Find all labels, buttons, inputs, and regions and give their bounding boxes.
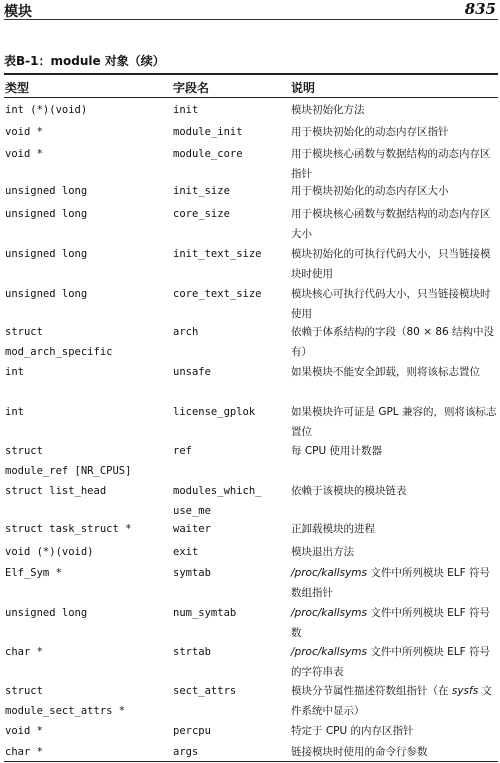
table-bottom-rule	[4, 761, 498, 762]
cell-type: void *	[5, 126, 43, 138]
column-header-type: 类型	[5, 81, 30, 95]
cell-field-name: core_size	[173, 208, 230, 220]
cell-field-name: strtab	[173, 646, 211, 658]
description-segment: 模块初始化方法	[291, 104, 365, 116]
cell-field-name: init_text_size	[173, 248, 262, 260]
cell-field-name: percpu	[173, 725, 211, 737]
table-top-rule	[4, 73, 498, 75]
table-row	[0, 441, 500, 481]
cell-field-name: init_size	[173, 185, 230, 197]
cell-field-name: modules_which_ use_me	[173, 485, 262, 517]
table-row	[0, 681, 500, 721]
table-row	[0, 362, 500, 402]
table-row	[0, 322, 500, 362]
description-segment: /proc/kallsyms	[291, 646, 367, 658]
cell-type: Elf_Sym *	[5, 567, 62, 579]
table-row	[0, 100, 500, 122]
description-segment: 用于模块核心函数与数据结构的动态内存区指针	[291, 148, 491, 180]
header-rule	[4, 19, 498, 20]
table-row	[0, 402, 500, 441]
cell-type: struct mod_arch_specific	[5, 326, 113, 358]
cell-type: int	[5, 366, 24, 378]
description-segment: 如果模块不能安全卸载，则将该标志置位	[291, 366, 480, 378]
cell-type: void (*)(void)	[5, 546, 94, 558]
cell-field-name: unsafe	[173, 366, 211, 378]
table-row	[0, 144, 500, 181]
table-row	[0, 742, 500, 761]
description-segment: 用于模块初始化的动态内存区指针	[291, 126, 449, 138]
cell-type: char *	[5, 746, 43, 758]
description-segment: 文件系统中显示）	[291, 685, 493, 717]
cell-field-name: sect_attrs	[173, 685, 237, 697]
cell-type: void *	[5, 148, 43, 160]
table-row	[0, 519, 500, 542]
page-number: 835	[464, 0, 496, 18]
table-row	[0, 481, 500, 519]
column-header-description: 说明	[291, 81, 316, 95]
page-header	[0, 0, 500, 22]
cell-description	[291, 122, 498, 142]
cell-description	[291, 721, 498, 741]
cell-description	[291, 481, 498, 501]
cell-type: unsigned long	[5, 288, 88, 300]
cell-type: int (*)(void)	[5, 104, 88, 116]
table-row	[0, 122, 500, 144]
description-segment: /proc/kallsyms	[291, 607, 367, 619]
description-segment: 文件中所列模块 ELF 符号数	[291, 607, 491, 639]
description-segment: 依赖于该模块的模块链表	[291, 485, 407, 497]
cell-description	[291, 362, 498, 382]
cell-field-name: symtab	[173, 567, 211, 579]
cell-field-name: arch	[173, 326, 199, 338]
cell-field-name: license_gplok	[173, 406, 256, 418]
cell-description	[291, 204, 498, 244]
column-header-field: 字段名	[173, 81, 210, 95]
description-segment: 模块核心可执行代码大小，只当链接模块时使用	[291, 288, 491, 320]
description-segment: sysfs	[451, 685, 479, 697]
description-segment: 用于模块初始化的动态内存区大小	[291, 185, 449, 197]
cell-type: struct module_sect_attrs *	[5, 685, 126, 717]
cell-type: int	[5, 406, 24, 418]
section-title: 模块	[4, 4, 32, 20]
description-segment: 模块初始化的可执行代码大小，只当链接模块时使用	[291, 248, 491, 280]
cell-type: unsigned long	[5, 208, 88, 220]
description-segment: 正卸载模块的进程	[291, 523, 375, 535]
cell-field-name: core_text_size	[173, 288, 262, 300]
cell-description	[291, 542, 498, 562]
cell-description	[291, 441, 498, 461]
cell-field-name: args	[173, 746, 199, 758]
description-segment: 用于模块核心函数与数据结构的动态内存区大小	[291, 208, 491, 240]
table-row	[0, 284, 500, 322]
cell-field-name: module_init	[173, 126, 243, 138]
cell-description	[291, 742, 498, 762]
table-row	[0, 542, 500, 563]
table-row	[0, 603, 500, 642]
table-row	[0, 244, 500, 284]
description-segment: 模块分节属性描述符数组指针（在	[291, 685, 452, 697]
table-row	[0, 721, 500, 742]
description-segment: 文件中所列模块 ELF 符号的字符串表	[291, 646, 491, 678]
cell-type: struct module_ref [NR_CPUS]	[5, 445, 132, 477]
description-segment: 如果模块许可证是 GPL 兼容的，则将该标志置位	[291, 406, 497, 438]
cell-description	[291, 244, 498, 284]
cell-description	[291, 519, 498, 539]
cell-type: unsigned long	[5, 607, 88, 619]
cell-description	[291, 603, 498, 643]
cell-type: struct list_head	[5, 485, 107, 497]
cell-type: struct task_struct *	[5, 523, 132, 535]
cell-description	[291, 642, 498, 682]
cell-type: void *	[5, 725, 43, 737]
cell-type: unsigned long	[5, 185, 88, 197]
table-row	[0, 642, 500, 681]
table-header-rule	[4, 97, 498, 98]
cell-field-name: waiter	[173, 523, 211, 535]
cell-description	[291, 144, 498, 184]
cell-description	[291, 563, 498, 603]
cell-description	[291, 322, 498, 362]
table-row	[0, 181, 500, 204]
cell-field-name: ref	[173, 445, 192, 457]
cell-field-name: num_symtab	[173, 607, 237, 619]
description-segment: 模块退出方法	[291, 546, 354, 558]
table-row	[0, 563, 500, 603]
cell-description	[291, 284, 498, 324]
cell-field-name: init	[173, 104, 199, 116]
table-caption: 表B-1：module 对象（续）	[4, 54, 165, 68]
description-segment: 特定于 CPU 的内存区指针	[291, 725, 414, 737]
description-segment: 文件中所列模块 ELF 符号数组指针	[291, 567, 491, 599]
description-segment: 每 CPU 使用计数器	[291, 445, 383, 457]
description-segment: /proc/kallsyms	[291, 567, 367, 579]
description-segment: 链接模块时使用的命令行参数	[291, 746, 428, 758]
cell-field-name: exit	[173, 546, 199, 558]
cell-type: char *	[5, 646, 43, 658]
table-row	[0, 204, 500, 244]
cell-description	[291, 402, 498, 442]
cell-field-name: module_core	[173, 148, 243, 160]
description-segment: 依赖于体系结构的字段（80 × 86 结构中没有）	[291, 326, 495, 358]
cell-type: unsigned long	[5, 248, 88, 260]
cell-description	[291, 181, 498, 201]
cell-description	[291, 681, 498, 721]
cell-description	[291, 100, 498, 120]
